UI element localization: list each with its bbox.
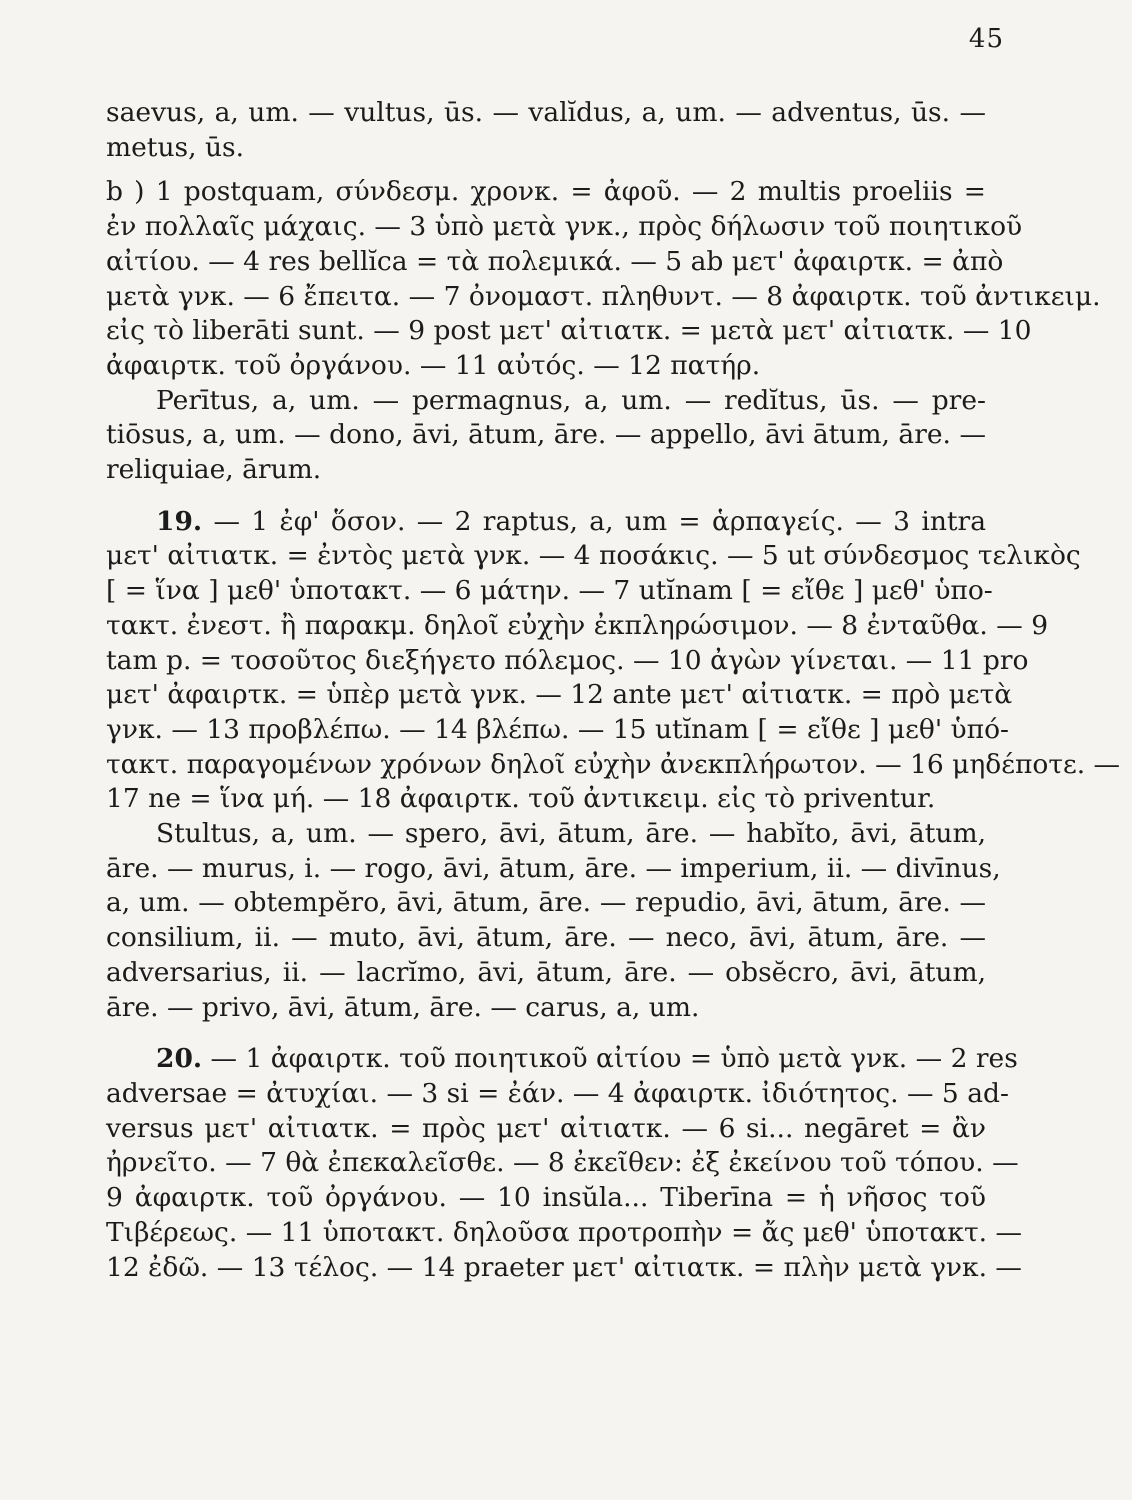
text-line: μετ' ἀφαιρτκ. = ὑπὲρ μετὰ γνκ. — 12 ante μετ' αἰτιατκ. = πρὸ μετὰ [106,679,1013,711]
text-line: adversae = ἀτυχίαι. — 3 si = ἐάν. — 4 ἀφαιρτκ. ἰδιότητος. — 5 ad- [106,1077,1009,1109]
exercise-heading-line [106,505,986,540]
section-gap [106,488,986,505]
exercise-heading-line [106,1042,1018,1077]
text-line: γνκ. — 13 προβλέπω. — 14 βλέπω. — 15 utĭnam [ = εἴθε ] μεθ' ὑπό- [106,713,1009,745]
page-text [106,96,1121,1285]
text-line: consilium, ii. — muto, āvi, ātum, āre. — neco, āvi, ātum, āre. — [106,922,986,954]
text-line: Stultus, a, um. — spero, āvi, ātum, āre. — habĭto, āvi, ātum, [156,818,986,850]
exercise-number: 19. [156,505,203,537]
text-line: 17 ne = ἵνα μή. — 18 ἀφαιρτκ. τοῦ ἀντικειμ. εἰς τὸ priventur. [106,783,936,815]
text-line: αἰτίου. — 4 res bellĭca = τὰ πολεμικά. — 5 ab μετ' ἀφαιρτκ. = ἀπὸ [106,245,1004,277]
text-line: Perītus, a, um. — permagnus, a, um. — redĭtus, ūs. — pre- [156,384,986,416]
text-line: τακτ. παραγομένων χρόνων δηλοῖ εὐχὴν ἀνεκπλήρωτον. — 16 μηδέποτε. — [106,748,1121,780]
text-line: tiōsus, a, um. — dono, āvi, ātum, āre. — appello, āvi ātum, āre. — [106,419,986,451]
text-line: versus μετ' αἰτιατκ. = πρὸς μετ' αἰτιατκ. — 6 si... negāret = ἂν [106,1112,986,1144]
text-line: āre. — murus, i. — rogo, āvi, ātum, āre. — imperium, ii. — divīnus, [106,852,1001,884]
text-line: reliquiae, ārum. [106,454,322,486]
text-line: adversarius, ii. — lacrĭmo, āvi, ātum, āre. — obsĕcro, āvi, ātum, [106,956,986,988]
text-line: ἐν πολλαῖς μάχαις. — 3 ὑπὸ μετὰ γνκ., πρὸς δήλωσιν τοῦ ποιητικοῦ [106,211,1023,243]
text-line: ἀφαιρτκ. τοῦ ὀργάνου. — 11 αὐτός. — 12 πατήρ. [106,349,761,381]
text-line: μετὰ γνκ. — 6 ἔπειτα. — 7 ὀνομαστ. πληθυντ. — 8 ἀφαιρτκ. τοῦ ἀντικειμ. [106,280,1101,312]
text-line: Τιβέρεως. — 11 ὑποτακτ. δηλοῦσα προτροπὴν = ἄς μεθ' ὑποτακτ. — [106,1216,1022,1248]
text-line: εἰς τὸ liberāti sunt. — 9 post μετ' αἰτιατκ. = μετὰ μετ' αἰτιατκ. — 10 [106,315,1032,347]
text-line: āre. — privo, āvi, ātum, āre. — carus, a, um. [106,991,700,1023]
text-line-rest: — 1 ἐφ' ὅσον. — 2 raptus, a, um = ἁρπαγείς. — 3 intra [202,505,986,537]
text-line: μετ' αἰτιατκ. = ἐντὸς μετὰ γνκ. — 4 ποσάκις. — 5 ut σύνδεσμος τελικὸς [106,540,1081,572]
page-number: 45 [968,24,1004,54]
text-line: 9 ἀφαιρτκ. τοῦ ὀργάνου. — 10 insŭla... Tiberīna = ἡ νῆσος τοῦ [106,1182,986,1214]
text-line: saevus, a, um. — vultus, ūs. — valĭdus, a, um. — adventus, ūs. — [106,97,986,128]
text-line: τακτ. ἐνεστ. ἢ παρακμ. δηλοῖ εὐχὴν ἐκπληρώσιμον. — 8 ἐνταῦθα. — 9 [106,609,1049,641]
exercise-number: 20. [156,1043,203,1075]
section-gap [106,1025,986,1042]
text-line-rest: — 1 ἀφαιρτκ. τοῦ ποιητικοῦ αἰτίου = ὑπὸ μετὰ γνκ. — 2 res [202,1043,1018,1075]
text-line: a, um. — obtempĕro, āvi, ātum, āre. — repudio, āvi, ātum, āre. — [106,887,986,919]
text-line: 12 ἐδῶ. — 13 τέλος. — 14 praeter μετ' αἰτιατκ. = πλὴν μετὰ γνκ. — [106,1251,1022,1283]
text-line: b ) 1 postquam, σύνδεσμ. χρονκ. = ἀφοῦ. — 2 multis proeliis = [106,176,986,208]
text-line: metus, ūs. [106,131,245,163]
text-line: [ = ἵνα ] μεθ' ὑποτακτ. — 6 μάτην. — 7 utĭnam [ = εἴθε ] μεθ' ὑπο- [106,575,993,607]
text-line: ἠρνεῖτο. — 7 θὰ ἐπεκαλεῖσθε. — 8 ἐκεῖθεν: ἐξ ἐκείνου τοῦ τόπου. — [106,1147,1019,1179]
text-line: tam p. = τοσοῦτος διεξήγετο πόλεμος. — 10 ἀγὼν γίνεται. — 11 pro [106,644,1029,676]
